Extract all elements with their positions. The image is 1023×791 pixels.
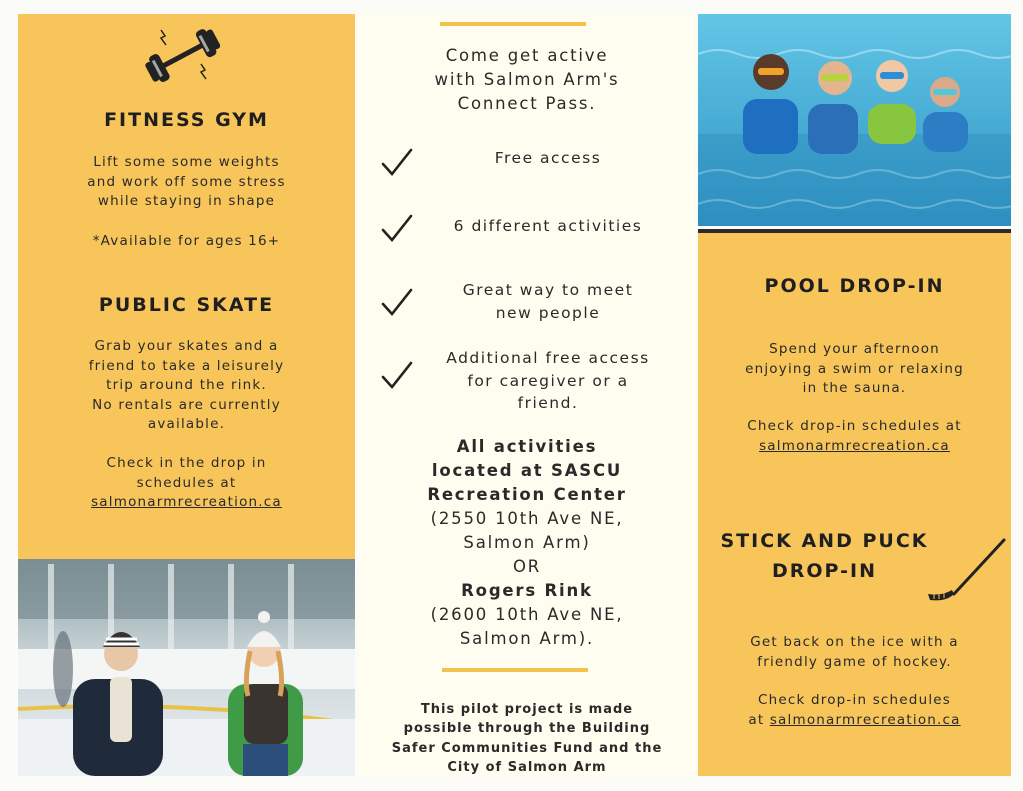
skate-check-line-2: schedules at bbox=[136, 474, 237, 491]
checkmark-icon bbox=[380, 359, 414, 393]
pool-schedule-link[interactable]: salmonarmrecreation.ca bbox=[759, 437, 950, 454]
skate-line-1: Grab your skates and a bbox=[94, 338, 279, 354]
feature-free-access bbox=[418, 147, 678, 170]
top-accent-bar bbox=[440, 22, 586, 26]
intro-line-1: Come get active bbox=[445, 46, 609, 65]
feature-meet-people bbox=[418, 279, 678, 324]
feature-3-line-1: Great way to meet bbox=[462, 281, 634, 299]
hockey-stick-icon bbox=[926, 536, 1010, 606]
swimmers-illustration bbox=[698, 14, 1011, 226]
address-1-line-1: (2550 10th Ave NE, bbox=[430, 509, 624, 528]
funding-note bbox=[358, 700, 696, 777]
stick-line-2: friendly game of hockey. bbox=[757, 653, 952, 670]
skate-line-5: available. bbox=[147, 416, 226, 432]
skate-line-2: friend to take a leisurely bbox=[88, 357, 285, 374]
skaters-photo bbox=[18, 559, 355, 776]
skate-line-3: trip around the rink. bbox=[106, 377, 267, 393]
skate-line-4: No rentals are currently bbox=[92, 396, 281, 413]
feature-2-line-1: 6 different activities bbox=[453, 217, 643, 235]
address-2-line-1: (2600 10th Ave NE, bbox=[430, 605, 624, 624]
stick-title-line-1: STICK AND PUCK bbox=[720, 530, 929, 552]
funding-line-2: possible through the Building bbox=[403, 721, 651, 737]
skate-schedule-info bbox=[18, 454, 355, 513]
fitness-line-3: while staying in shape bbox=[97, 193, 276, 209]
funding-line-1: This pilot project is made bbox=[420, 702, 634, 717]
intro-line-3: Connect Pass. bbox=[457, 94, 597, 113]
feature-activities bbox=[418, 215, 678, 238]
feature-4-line-2: for caregiver or a bbox=[467, 371, 629, 390]
checkmark-icon bbox=[380, 146, 414, 180]
right-panel bbox=[698, 229, 1011, 776]
intro-text bbox=[358, 44, 696, 116]
fitness-line-1: Lift some some weights bbox=[93, 154, 280, 170]
feature-3-line-2: new people bbox=[495, 303, 601, 322]
feature-caregiver bbox=[418, 347, 678, 415]
fitness-gym-title: FITNESS GYM bbox=[104, 109, 269, 131]
feature-1-line-1: Free access bbox=[494, 149, 602, 167]
skaters-illustration bbox=[18, 559, 355, 776]
pool-photo bbox=[698, 14, 1011, 226]
fitness-description bbox=[18, 153, 355, 212]
pool-line-1: Spend your afternoon bbox=[769, 341, 940, 357]
stick-schedule-info bbox=[698, 691, 1011, 730]
pool-line-2: enjoying a swim or relaxing bbox=[745, 360, 964, 377]
stick-schedule-link[interactable]: salmonarmrecreation.ca bbox=[769, 711, 961, 728]
left-panel bbox=[18, 14, 355, 559]
intro-line-2: with Salmon Arm's bbox=[434, 70, 620, 89]
bottom-accent-bar bbox=[442, 668, 588, 672]
fitness-line-2: and work off some stress bbox=[87, 173, 286, 190]
location-bold-line-1: All activities bbox=[456, 437, 598, 456]
dumbbell-icon bbox=[143, 24, 223, 82]
checkmark-icon bbox=[380, 212, 414, 246]
middle-panel bbox=[358, 14, 696, 776]
pool-drop-in-title: POOL DROP-IN bbox=[764, 275, 945, 297]
stick-line-1: Get back on the ice with a bbox=[750, 634, 959, 650]
pool-description bbox=[698, 340, 1011, 399]
funding-line-4: City of Salmon Arm bbox=[447, 759, 607, 775]
skate-check-line-1: Check in the drop in bbox=[106, 455, 267, 471]
location-bold-line-2: located at SASCU bbox=[431, 461, 623, 480]
address-2-line-2: Salmon Arm). bbox=[459, 629, 595, 648]
pool-schedule-info bbox=[698, 417, 1011, 456]
stick-description bbox=[698, 633, 1011, 672]
fitness-age-note: *Available for ages 16+ bbox=[92, 233, 281, 249]
pool-line-3: in the sauna. bbox=[802, 380, 907, 396]
feature-4-line-1: Additional free access bbox=[446, 349, 650, 367]
stick-check-text: Check drop-in schedules bbox=[757, 692, 952, 708]
or-text: OR bbox=[512, 557, 542, 576]
skate-schedule-link[interactable]: salmonarmrecreation.ca bbox=[91, 494, 282, 510]
address-1-line-2: Salmon Arm) bbox=[463, 533, 591, 552]
feature-4-line-3: friend. bbox=[517, 394, 579, 412]
funding-line-3: Safer Communities Fund and the bbox=[391, 740, 663, 756]
public-skate-title: PUBLIC SKATE bbox=[98, 294, 275, 316]
stick-at-text: at bbox=[748, 711, 770, 728]
stick-title-line-2: DROP-IN bbox=[771, 560, 877, 582]
checkmark-icon bbox=[380, 286, 414, 320]
location-info bbox=[358, 435, 696, 651]
rogers-rink-title: Rogers Rink bbox=[461, 581, 593, 600]
skate-description bbox=[18, 337, 355, 435]
location-bold-line-3: Recreation Center bbox=[427, 485, 627, 504]
pool-check-text: Check drop-in schedules at bbox=[747, 418, 962, 434]
